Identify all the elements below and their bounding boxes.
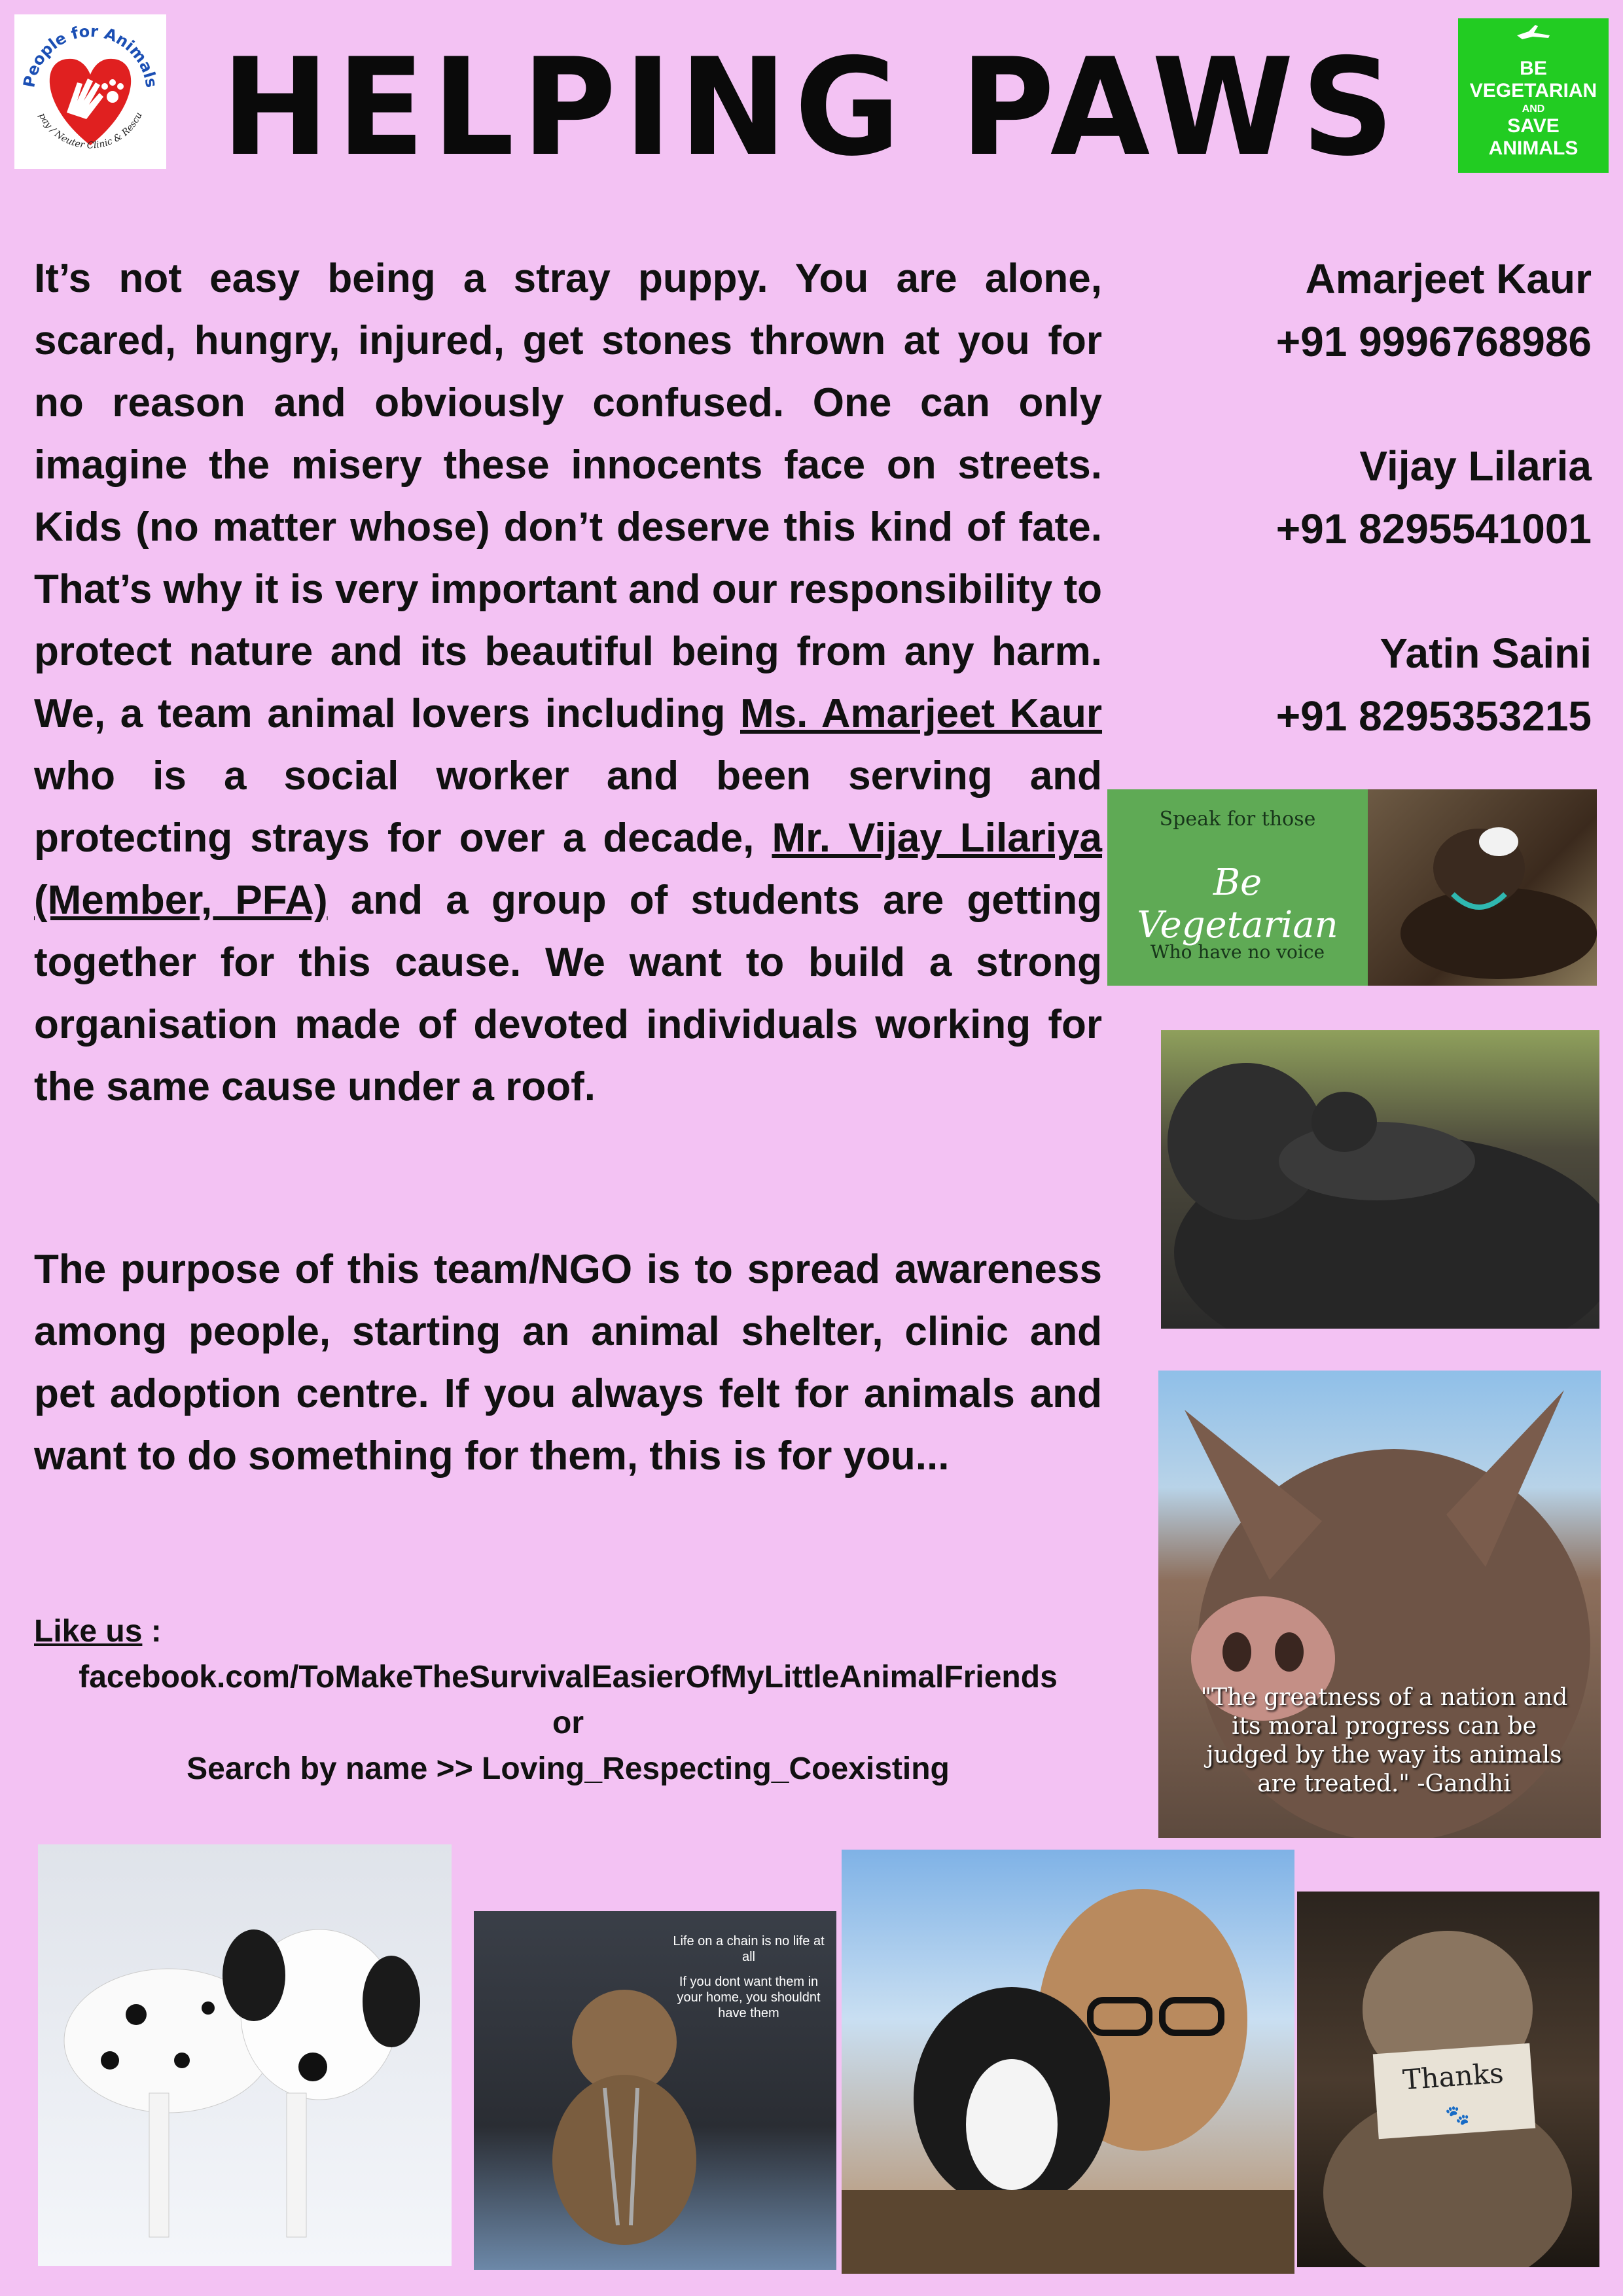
bird-icon (1516, 24, 1551, 41)
gorilla-illustration (1161, 1030, 1599, 1329)
be-vegetarian-badge (1458, 18, 1609, 173)
or-separator: or (552, 1706, 584, 1740)
pfa-logo-lettering (14, 14, 166, 169)
thanks-dog-photo (1297, 1892, 1599, 2267)
paw-icon: 🐾 (1444, 2103, 1471, 2128)
facebook-link[interactable]: facebook.com/ToMakeTheSurvivalEasierOfMyLittleAnimalFriends (79, 1660, 1058, 1695)
intro-paragraph: It’s not easy being a stray puppy. You are alone, scared, hungry, injured, get stones thrown at you for no reason and obviously confused. One can only imagine the misery these innocents face on streets. Kids (no matter whose) don’t deserve this kind of fate. That’s why it is very important and our responsibility to protect nature and its beautiful being from any harm. We, a team animal lovers including Ms. Amarjeet Kaur who is a social worker and been serving and protecting strays for over a decade, Mr. Vijay Lilariya (Member, PFA) and a group of students are getting together for this cause. We want to build a strong organisation made of devoted individuals working for the same cause under a roof. (34, 256, 1103, 1109)
man-with-dog-photo (842, 1850, 1294, 2274)
dalmatian-photo (38, 1844, 452, 2266)
svg-text:People for Animals (20, 22, 160, 89)
badge-line-3: AND (1522, 103, 1545, 115)
contact-phone[interactable]: +91 8295353215 (1275, 692, 1592, 740)
pig-photo (1158, 1371, 1601, 1838)
pfa-logo-subtitle: pay / Neuter Clinic & Rescu (36, 111, 145, 151)
thanks-sign: Thanks 🐾 (1373, 2043, 1535, 2139)
contact-name: Vijay Lilaria (1359, 442, 1592, 490)
veg-top-text: Speak for those (1159, 808, 1316, 831)
page-title: HELPING PAWS (221, 30, 1402, 186)
calf-illustration (1368, 789, 1597, 986)
veg-bottom-text: Who have no voice (1150, 941, 1325, 963)
vijay-lilariya-name: Mr. Vijay Lilariya (Member, PFA) (34, 816, 1102, 923)
gandhi-quote: "The greatness of a nation and its moral progress can be judged by the way its animals are treated." -Gandhi (1200, 1684, 1568, 1797)
dalmatian-illustration (38, 1844, 452, 2266)
like-us-label: Like us : (34, 1614, 162, 1649)
badge-line-2: VEGETARIAN (1469, 80, 1597, 101)
purpose-paragraph: The purpose of this team/NGO is to spread awareness among people, starting an animal shelter, clinic and pet adoption centre. If you always felt for animals and want to do something for them, this is for you... (34, 1247, 1102, 1479)
calf-photo (1368, 789, 1597, 986)
gorilla-photo (1161, 1030, 1599, 1329)
chained-dog-photo (474, 1911, 836, 2270)
contact-yatin (1173, 622, 1592, 747)
pfa-logo-name: People for Animals (20, 22, 161, 89)
search-by-name: Search by name >> Loving_Respecting_Coexisting (187, 1751, 950, 1786)
contact-amarjeet (1173, 247, 1592, 373)
contact-phone[interactable]: +91 8295541001 (1275, 505, 1592, 552)
badge-line-1: BE (1520, 58, 1547, 79)
amarjeet-kaur-name: Ms. Amarjeet Kaur (740, 691, 1103, 736)
veg-main-text: Be Vegetarian (1137, 861, 1338, 946)
contact-name: Amarjeet Kaur (1305, 255, 1592, 302)
badge-line-4: SAVE (1507, 115, 1560, 137)
chain-caption: Life on a chain is no life at all If you dont want them in your home, you shouldnt have them (673, 1934, 825, 2020)
contact-name: Yatin Saini (1380, 630, 1592, 677)
be-vegetarian-image (1107, 789, 1368, 986)
people-for-animals-logo (14, 14, 166, 169)
contact-vijay (1173, 435, 1592, 560)
contact-phone[interactable]: +91 9996768986 (1275, 318, 1592, 365)
man-with-dog-illustration (842, 1850, 1294, 2274)
badge-line-5: ANIMALS (1488, 137, 1578, 159)
